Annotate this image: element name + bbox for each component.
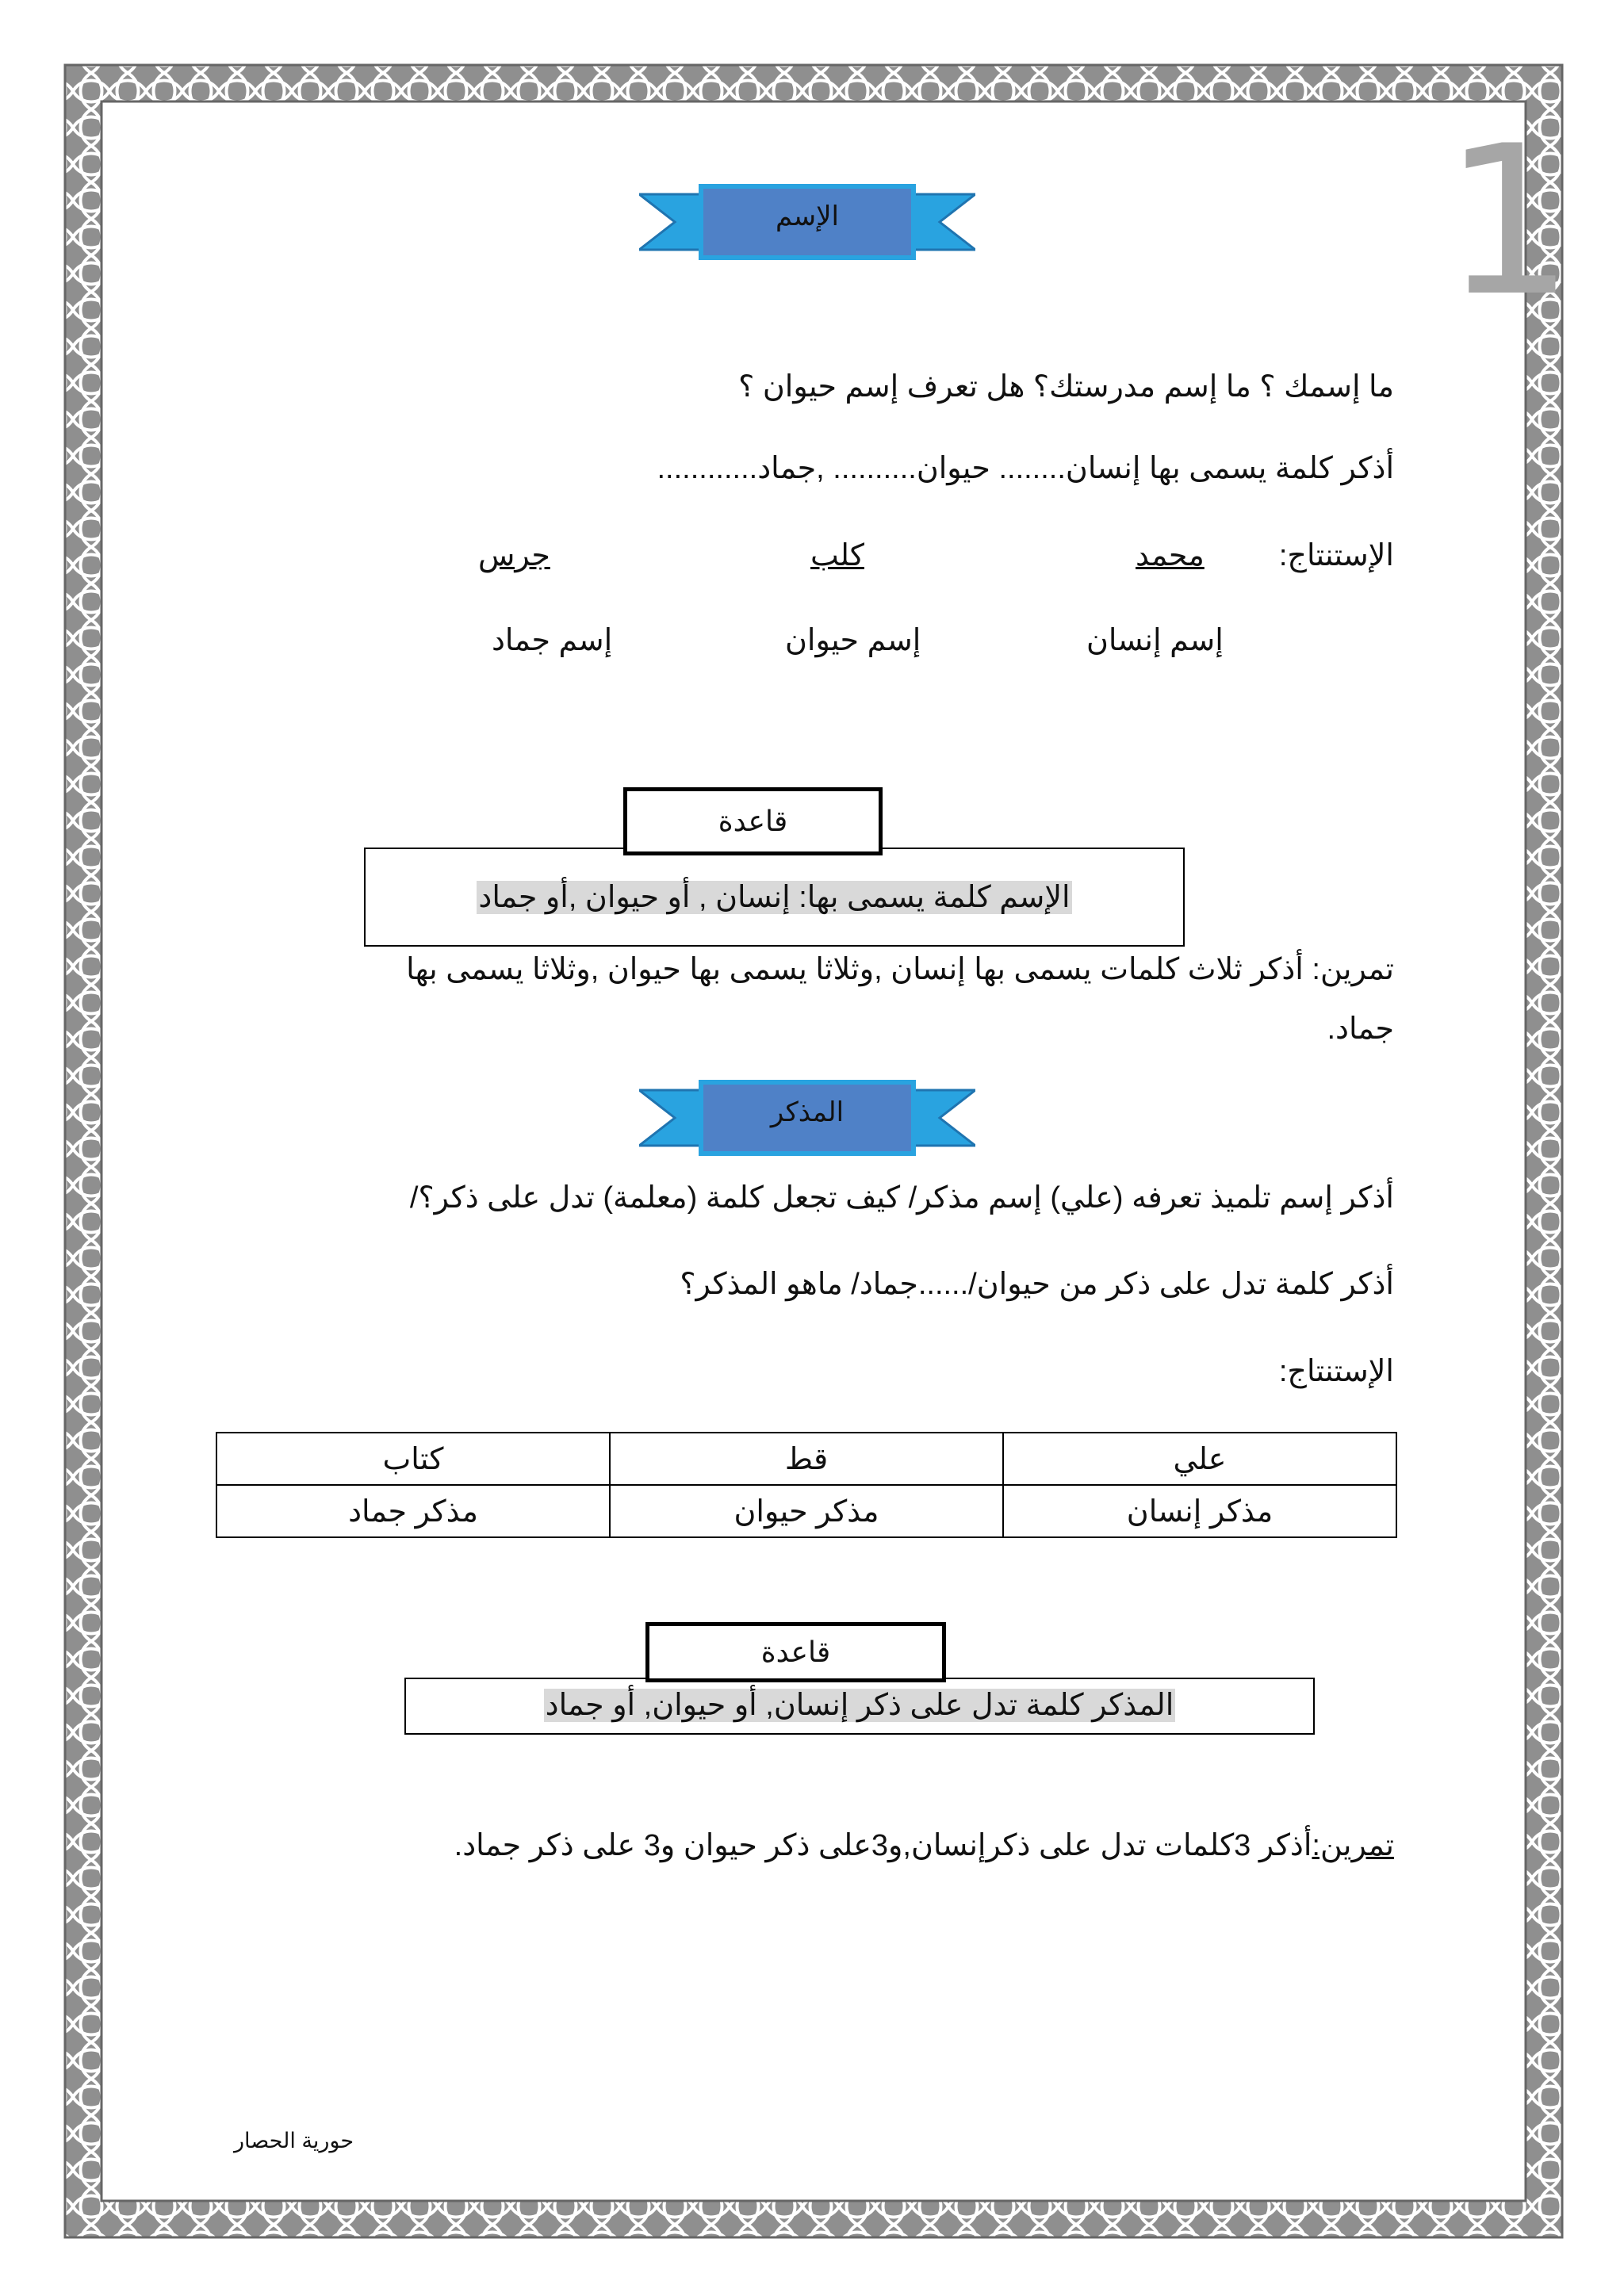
table-cell: علي: [1003, 1433, 1396, 1485]
rule-title-2: قاعدة: [645, 1622, 946, 1682]
example-word-3: جرس: [478, 539, 550, 572]
exercise-line-1: تمرين: أذكر ثلاث كلمات يسمى بها إنسان ,وثلاثا يسمى بها حيوان ,وثلاثا يسمى بها: [406, 953, 1394, 986]
question-line-2: أذكر كلمة يسمى بها إنسان........ حيوان.......... ,جماد............: [657, 452, 1394, 485]
rule-title: قاعدة: [623, 787, 883, 855]
exercise-label: تمرين:: [1312, 1829, 1394, 1862]
exercise-line-2: جماد.: [1327, 1012, 1394, 1046]
table-cell: قط: [610, 1433, 1003, 1485]
rule-text: الإسم كلمة يسمى بها: إنسان , أو حيوان ,أو جماد: [478, 881, 1071, 914]
exercise-line-3: [454, 1827, 1394, 1863]
footer-author: حورية الحصار: [234, 2129, 354, 2152]
example-word-2: كلب: [810, 539, 864, 572]
exercise-text: أذكر 3كلمات تدل على ذكرإنسان,و3على ذكر حيوان و3 على ذكر جماد.: [454, 1829, 1312, 1862]
table-cell: مذكر جماد: [216, 1485, 610, 1537]
section-ribbon-ism: [639, 178, 975, 266]
ribbon-title: المذكر: [770, 1097, 845, 1127]
example-type-3: إسم جماد: [492, 624, 613, 657]
conclusion-table: [216, 1432, 1397, 1538]
rule-box: [364, 848, 1185, 947]
example-type-2: إسم حيوان: [785, 624, 921, 657]
conclusion-label-2: الإستنتاج:: [1278, 1355, 1394, 1388]
example-word-1: محمد: [1136, 539, 1205, 572]
page-number: 1: [1443, 102, 1575, 342]
rule-text-2: المذكر كلمة تدل على ذكر إنسان, أو حيوان, أو جماد: [545, 1689, 1174, 1722]
table-row: [216, 1485, 1396, 1537]
table-cell: مذكر حيوان: [610, 1485, 1003, 1537]
question-line-1: ما إسمك ؟ ما إسم مدرستك؟ هل تعرف إسم حيوان ؟: [738, 370, 1394, 404]
example-type-1: إسم إنسان: [1086, 624, 1224, 657]
table-cell: كتاب: [216, 1433, 610, 1485]
table-row: [216, 1433, 1396, 1485]
question-line-3: أذكر إسم تلميذ تعرفه (علي) إسم مذكر/ كيف تجعل كلمة (معلمة) تدل على ذكر؟/: [409, 1181, 1394, 1215]
ribbon-title: الإسم: [776, 201, 839, 232]
conclusion-label: الإستنتاج:: [1278, 539, 1394, 572]
question-line-4: أذكر كلمة تدل على ذكر من حيوان/......جماد/ ماهو المذكر؟: [680, 1268, 1394, 1301]
table-cell: مذكر إنسان: [1003, 1485, 1396, 1537]
section-ribbon-mudhakkar: [639, 1074, 975, 1161]
rule-box-2: [404, 1678, 1315, 1735]
